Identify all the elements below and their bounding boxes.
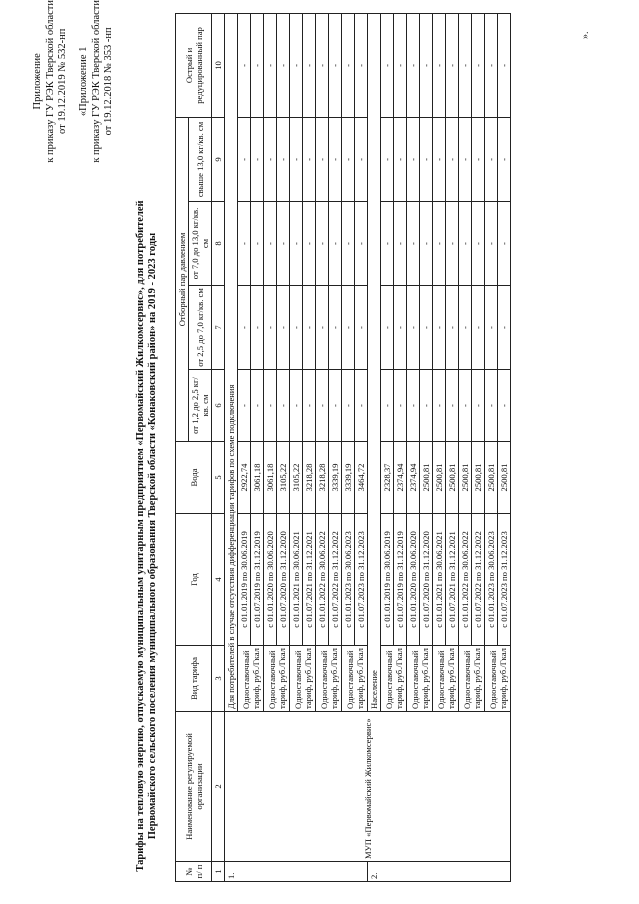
empty-value-cell: - (303, 370, 316, 442)
empty-value-cell: - (264, 202, 277, 286)
empty-value-cell: - (290, 370, 303, 442)
empty-value-cell: - (381, 13, 394, 117)
empty-value-cell: - (277, 117, 290, 201)
period-cell: с 01.01.2023 по 30.06.2023 (485, 514, 498, 646)
empty-value-cell: - (251, 13, 264, 117)
empty-value-cell: - (394, 13, 407, 117)
col-number: 3 (212, 646, 225, 712)
empty-value-cell: - (355, 117, 368, 201)
empty-value-cell: - (316, 202, 329, 286)
empty-value-cell: - (433, 202, 446, 286)
order-header-line3: от 19.12.2019 № 532-нп (57, 28, 68, 134)
empty-value-cell: - (433, 117, 446, 201)
period-cell: с 01.07.2023 по 31.12.2023 (498, 514, 511, 646)
empty-value-cell: - (381, 117, 394, 201)
empty-value-cell: - (329, 13, 342, 117)
tariff-type-cell: Одноставочный тариф, руб./Гкал (407, 646, 433, 712)
period-cell: с 01.07.2020 по 31.12.2020 (420, 514, 433, 646)
water-tariff-cell: 2328,37 (381, 442, 394, 514)
row-number: 1. (225, 862, 368, 882)
tariff-type-cell: Одноставочный тариф, руб./Гкал (238, 646, 264, 712)
empty-value-cell: - (407, 117, 420, 201)
period-cell: с 01.07.2020 по 31.12.2020 (277, 514, 290, 646)
water-tariff-cell: 2500,81 (420, 442, 433, 514)
water-tariff-cell: 2500,81 (433, 442, 446, 514)
empty-value-cell: - (446, 202, 459, 286)
empty-value-cell: - (498, 370, 511, 442)
tariff-type-cell: Одноставочный тариф, руб./Гкал (381, 646, 407, 712)
empty-value-cell: - (394, 286, 407, 370)
empty-value-cell: - (433, 13, 446, 117)
period-cell: с 01.07.2023 по 31.12.2023 (355, 514, 368, 646)
water-tariff-cell: 3105,22 (290, 442, 303, 514)
header-no: № п/ п (176, 862, 212, 882)
period-cell: с 01.07.2022 по 31.12.2022 (472, 514, 485, 646)
period-cell: с 01.07.2022 по 31.12.2022 (329, 514, 342, 646)
table-body (225, 13, 511, 881)
header-hot-steam: Острый и редуцированный пар (176, 13, 212, 117)
empty-value-cell: - (290, 117, 303, 201)
empty-value-cell: - (316, 13, 329, 117)
empty-value-cell: - (303, 117, 316, 201)
period-cell: с 01.07.2021 по 31.12.2021 (446, 514, 459, 646)
empty-value-cell: - (238, 370, 251, 442)
period-cell: с 01.07.2019 по 31.12.2019 (251, 514, 264, 646)
period-cell: с 01.01.2022 по 30.06.2022 (459, 514, 472, 646)
water-tariff-cell: 2500,81 (472, 442, 485, 514)
empty-value-cell: - (251, 286, 264, 370)
document-title-line2: Первомайского сельского поселения муниципального образования Тверской области «Конаковский район» на 2019 - 2023 годы (147, 232, 158, 840)
tariff-type-cell: Одноставочный тариф, руб./Гкал (264, 646, 290, 712)
empty-value-cell: - (342, 286, 355, 370)
empty-value-cell: - (264, 117, 277, 201)
empty-value-cell: - (472, 370, 485, 442)
empty-value-cell: - (290, 286, 303, 370)
empty-value-cell: - (277, 13, 290, 117)
period-cell: с 01.01.2020 по 30.06.2020 (407, 514, 420, 646)
tariff-type-cell: Одноставочный тариф, руб./Гкал (290, 646, 316, 712)
empty-value-cell: - (238, 286, 251, 370)
empty-value-cell: - (433, 286, 446, 370)
period-cell: с 01.01.2019 по 30.06.2019 (238, 514, 251, 646)
water-tariff-cell: 2500,81 (485, 442, 498, 514)
order-header (32, 0, 70, 163)
section-label: Для потребителей в случае отсутствия дифференциации тарифов по схеме подключения (225, 13, 238, 711)
water-tariff-cell: 2922,74 (238, 442, 251, 514)
empty-value-cell: - (316, 370, 329, 442)
empty-value-cell: - (316, 117, 329, 201)
header-year: Год (176, 514, 212, 646)
empty-value-cell: - (420, 202, 433, 286)
empty-value-cell: - (355, 13, 368, 117)
header-steam-3: от 7,0 до 13,0 кг/кв. см (189, 202, 212, 286)
empty-value-cell: - (407, 286, 420, 370)
water-tariff-cell: 2500,81 (446, 442, 459, 514)
empty-value-cell: - (329, 117, 342, 201)
empty-value-cell: - (459, 286, 472, 370)
empty-value-cell: - (485, 370, 498, 442)
empty-value-cell: - (459, 117, 472, 201)
period-cell: с 01.01.2021 по 30.06.2021 (290, 514, 303, 646)
empty-value-cell: - (303, 202, 316, 286)
col-number: 1 (212, 862, 225, 882)
empty-value-cell: - (381, 286, 394, 370)
empty-value-cell: - (498, 202, 511, 286)
column-number-row (212, 13, 225, 881)
empty-value-cell: - (485, 117, 498, 201)
empty-value-cell: - (381, 202, 394, 286)
header-tariff-type: Вид тарифа (176, 646, 212, 712)
empty-value-cell: - (316, 286, 329, 370)
empty-value-cell: - (251, 117, 264, 201)
tariff-type-cell: Одноставочный тариф, руб./Гкал (316, 646, 342, 712)
empty-value-cell: - (290, 13, 303, 117)
tariff-type-cell: Одноставочный тариф, руб./Гкал (342, 646, 368, 712)
appendix-header-line2: к приказу ГУ РЭК Тверской области (90, 0, 102, 163)
period-cell: с 01.07.2021 по 31.12.2021 (303, 514, 316, 646)
water-tariff-cell: 3339,19 (329, 442, 342, 514)
empty-value-cell: - (264, 370, 277, 442)
header-steam-2: от 2,5 до 7,0 кг/кв. см (189, 286, 212, 370)
empty-value-cell: - (290, 202, 303, 286)
empty-value-cell: - (446, 286, 459, 370)
water-tariff-cell: 2500,81 (459, 442, 472, 514)
empty-value-cell: - (251, 370, 264, 442)
empty-value-cell: - (394, 117, 407, 201)
empty-value-cell: - (433, 370, 446, 442)
empty-value-cell: - (459, 370, 472, 442)
tariff-type-cell: Одноставочный тариф, руб./Гкал (485, 646, 511, 712)
period-cell: с 01.01.2020 по 30.06.2020 (264, 514, 277, 646)
document-title-line1: Тарифы на тепловую энергию, отпускаемую муниципальным унитарным предприятием «Первомайский Жилкомсервис», для потребителей (135, 200, 146, 872)
empty-value-cell: - (420, 286, 433, 370)
period-cell: с 01.07.2019 по 31.12.2019 (394, 514, 407, 646)
empty-value-cell: - (381, 370, 394, 442)
col-number: 10 (212, 13, 225, 117)
water-tariff-cell: 2500,81 (498, 442, 511, 514)
header-steam-1: от 1,2 до 2,5 кг/кв. см (189, 370, 212, 442)
empty-value-cell: - (394, 370, 407, 442)
empty-value-cell: - (355, 370, 368, 442)
empty-value-cell: - (355, 202, 368, 286)
empty-value-cell: - (446, 13, 459, 117)
empty-value-cell: - (420, 13, 433, 117)
empty-value-cell: - (238, 13, 251, 117)
empty-value-cell: - (355, 286, 368, 370)
section-label: Население (368, 13, 381, 711)
empty-value-cell: - (472, 117, 485, 201)
appendix-header-line1: «Приложение 1 (78, 46, 89, 117)
col-number: 9 (212, 117, 225, 201)
empty-value-cell: - (251, 202, 264, 286)
empty-value-cell: - (407, 370, 420, 442)
empty-value-cell: - (264, 13, 277, 117)
empty-value-cell: - (329, 202, 342, 286)
empty-value-cell: - (459, 13, 472, 117)
col-number: 8 (212, 202, 225, 286)
empty-value-cell: - (472, 286, 485, 370)
empty-value-cell: - (303, 286, 316, 370)
order-header-line1: Приложение (32, 53, 43, 110)
col-number: 4 (212, 514, 225, 646)
empty-value-cell: - (407, 13, 420, 117)
org-name-cell: МУП «Первомайский Жилкомсервис» (225, 712, 511, 862)
col-number: 2 (212, 712, 225, 862)
tariff-type-cell: Одноставочный тариф, руб./Гкал (433, 646, 459, 712)
empty-value-cell: - (472, 202, 485, 286)
empty-value-cell: - (420, 117, 433, 201)
col-number: 6 (212, 370, 225, 442)
empty-value-cell: - (472, 13, 485, 117)
closing-quote: ». (580, 31, 591, 39)
period-cell: с 01.01.2022 по 30.06.2022 (316, 514, 329, 646)
water-tariff-cell: 3061,18 (251, 442, 264, 514)
empty-value-cell: - (498, 13, 511, 117)
empty-value-cell: - (277, 286, 290, 370)
tariff-type-cell: Одноставочный тариф, руб./Гкал (459, 646, 485, 712)
empty-value-cell: - (277, 370, 290, 442)
table-header-row (176, 13, 189, 881)
empty-value-cell: - (420, 370, 433, 442)
empty-value-cell: - (329, 286, 342, 370)
water-tariff-cell: 3218,28 (316, 442, 329, 514)
col-number: 7 (212, 286, 225, 370)
empty-value-cell: - (498, 117, 511, 201)
water-tariff-cell: 3339,19 (342, 442, 355, 514)
header-steam-4: свыше 13,0 кг/кв. см (189, 117, 212, 201)
header-water: Вода (176, 442, 212, 514)
empty-value-cell: - (394, 202, 407, 286)
empty-value-cell: - (498, 286, 511, 370)
empty-value-cell: - (407, 202, 420, 286)
water-tariff-cell: 3464,72 (355, 442, 368, 514)
empty-value-cell: - (446, 370, 459, 442)
period-cell: с 01.01.2021 по 30.06.2021 (433, 514, 446, 646)
period-cell: с 01.01.2019 по 30.06.2019 (381, 514, 394, 646)
empty-value-cell: - (485, 286, 498, 370)
col-number: 5 (212, 442, 225, 514)
empty-value-cell: - (342, 370, 355, 442)
tariff-table (175, 13, 511, 882)
empty-value-cell: - (342, 13, 355, 117)
empty-value-cell: - (342, 117, 355, 201)
appendix-header-line3: от 19.12.2018 № 353 -нп (103, 27, 114, 136)
empty-value-cell: - (485, 13, 498, 117)
empty-value-cell: - (329, 370, 342, 442)
water-tariff-cell: 3105,22 (277, 442, 290, 514)
empty-value-cell: - (264, 286, 277, 370)
period-cell: с 01.01.2023 по 30.06.2023 (342, 514, 355, 646)
water-tariff-cell: 3218,28 (303, 442, 316, 514)
water-tariff-cell: 2374,94 (394, 442, 407, 514)
water-tariff-cell: 3061,18 (264, 442, 277, 514)
order-header-line2: к приказу ГУ РЭК Тверской области (44, 0, 56, 163)
header-steam-group: Отборный пар давлением (176, 117, 189, 441)
appendix-header (78, 0, 116, 163)
empty-value-cell: - (485, 202, 498, 286)
empty-value-cell: - (238, 117, 251, 201)
empty-value-cell: - (446, 117, 459, 201)
empty-value-cell: - (342, 202, 355, 286)
empty-value-cell: - (277, 202, 290, 286)
section-row (225, 13, 238, 881)
header-org: Наименование регулируемой организации (176, 712, 212, 862)
empty-value-cell: - (238, 202, 251, 286)
empty-value-cell: - (303, 13, 316, 117)
row-number: 2. (368, 862, 511, 882)
empty-value-cell: - (459, 202, 472, 286)
water-tariff-cell: 2374,94 (407, 442, 420, 514)
